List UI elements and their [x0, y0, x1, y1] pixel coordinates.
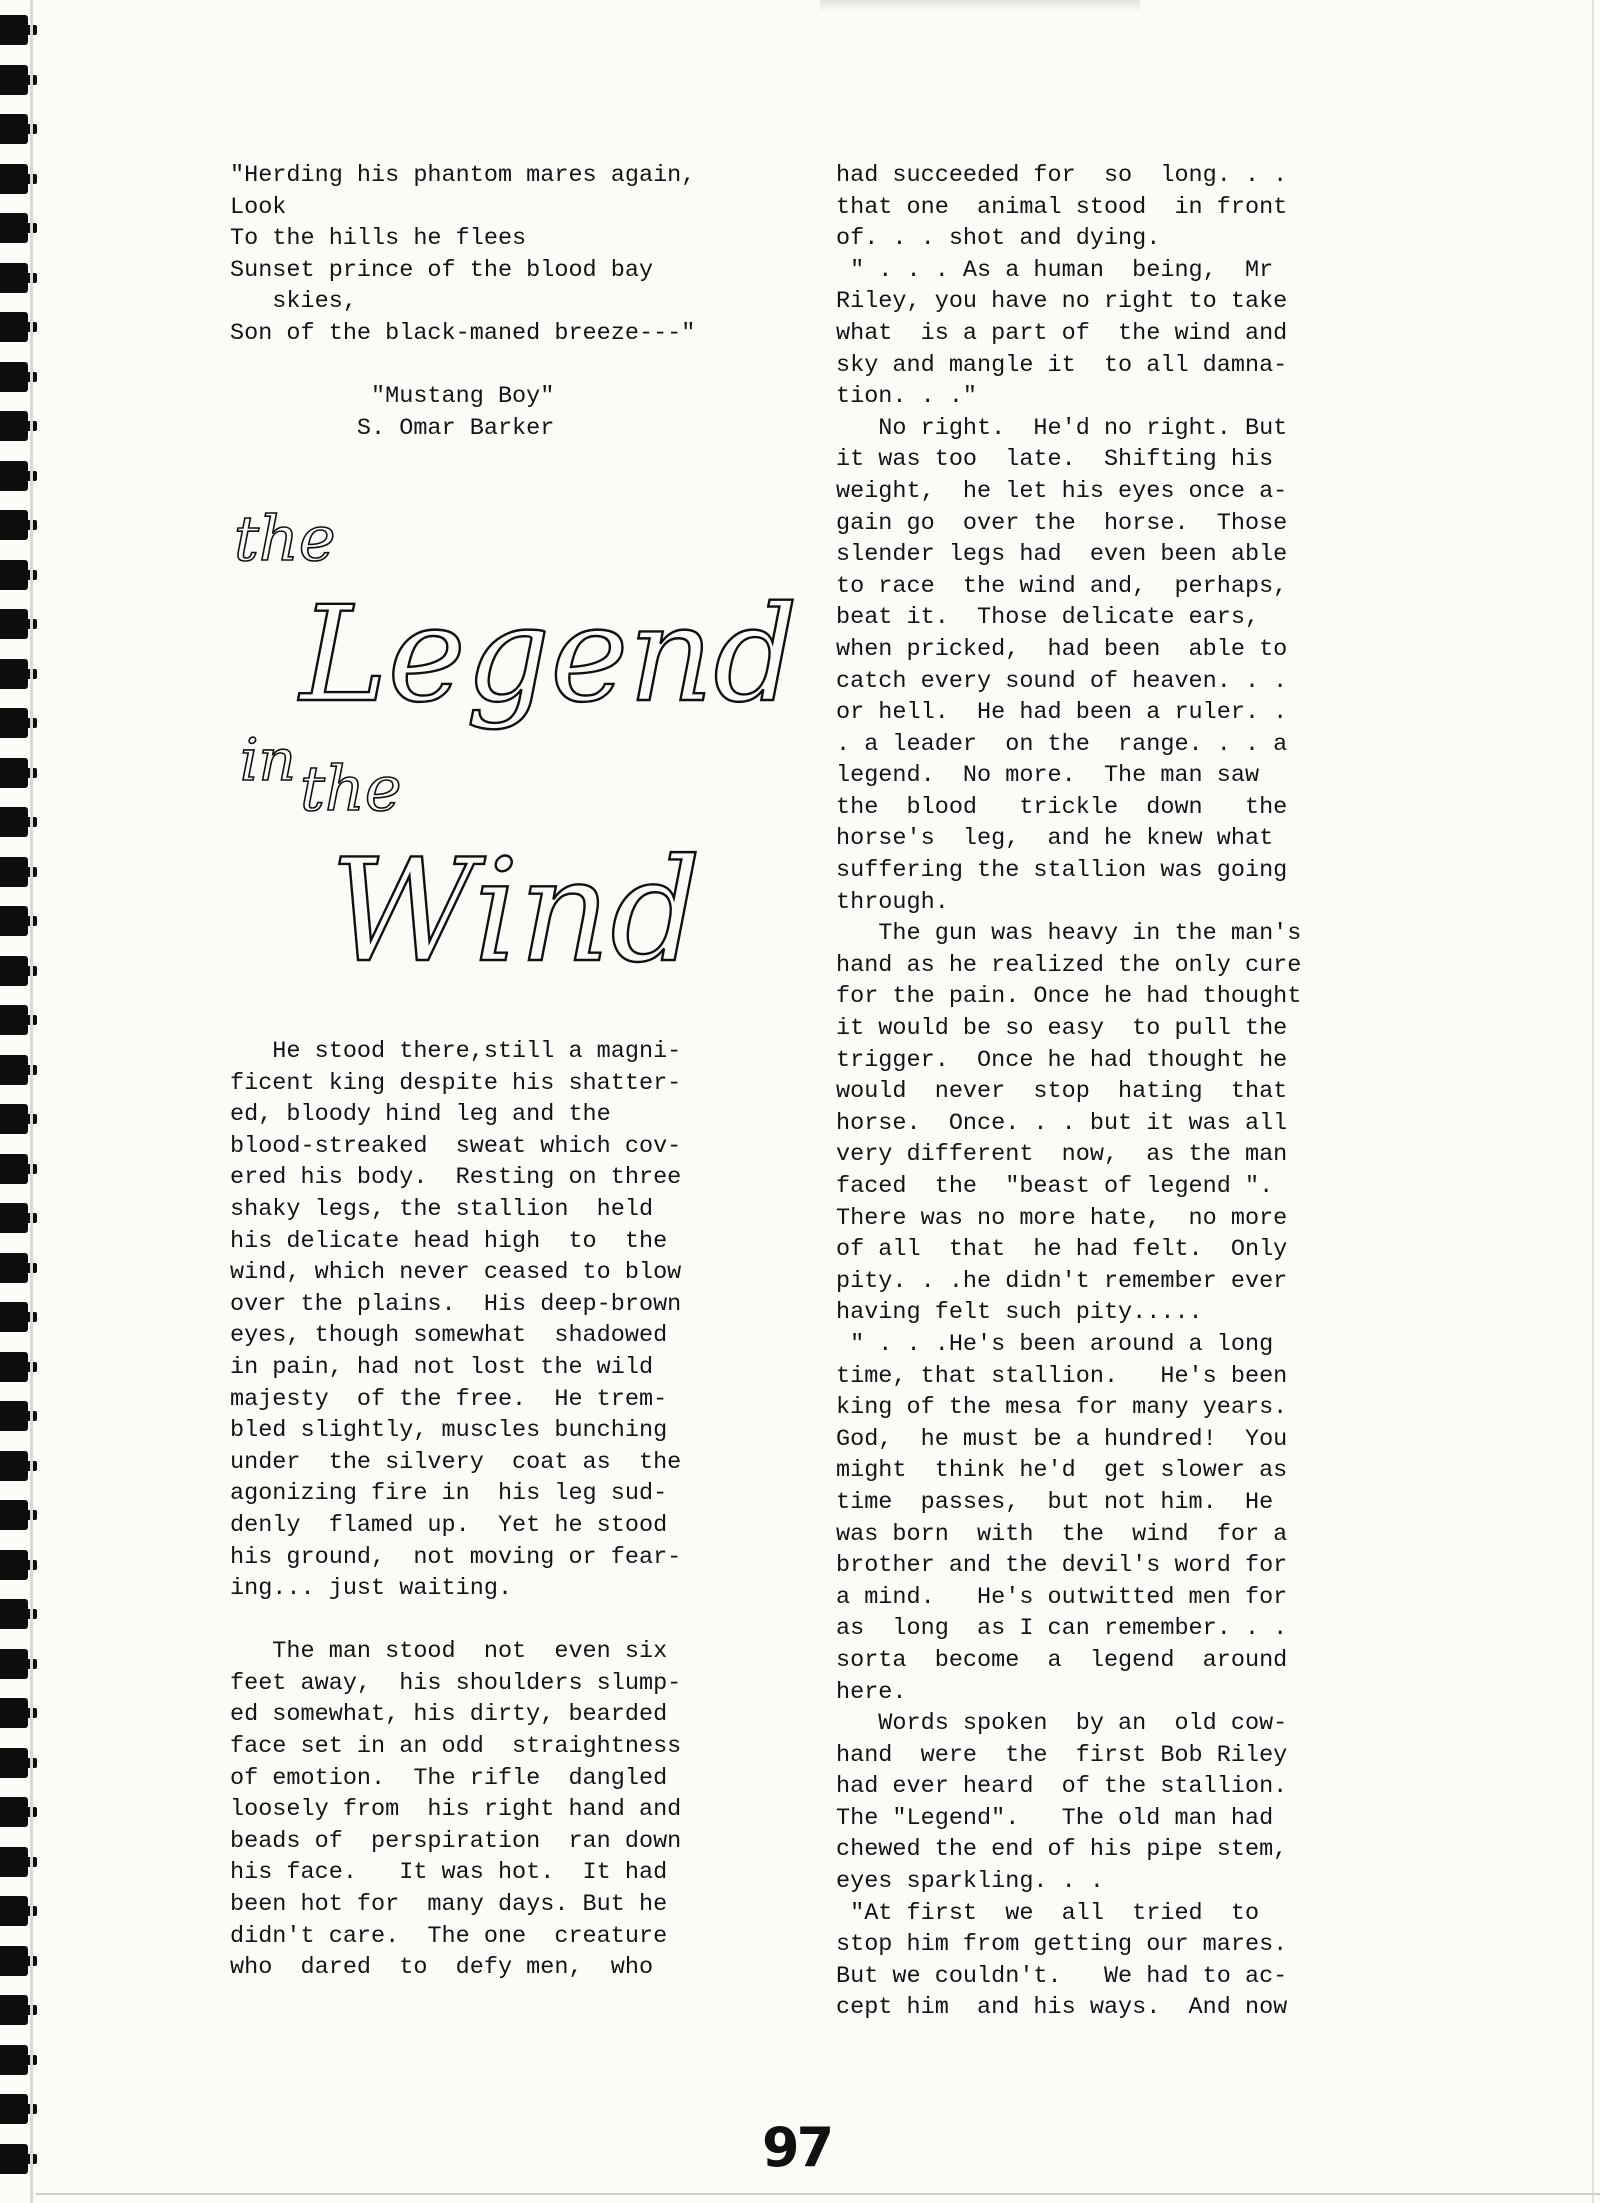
poem-line: "Herding his phantom mares again,: [230, 162, 696, 189]
text-line: time, that stallion. He's been: [836, 1362, 1288, 1390]
text-line: sorta become a legend around: [836, 1646, 1288, 1674]
page-bottom-edge: [36, 2193, 1600, 2195]
spiral-binding: [0, 0, 40, 2203]
text-line: God, he must be a hundred! You: [836, 1425, 1288, 1453]
text-line: cept him and his ways. And now: [836, 1994, 1288, 2022]
text-line: here.: [836, 1678, 907, 1706]
text-line: ered his body. Resting on three: [230, 1164, 682, 1192]
poem-line: [230, 350, 695, 382]
text-line: Riley, you have no right to take: [836, 288, 1288, 316]
page-right-edge: [1592, 0, 1594, 2203]
binding-ring: [0, 1401, 28, 1431]
text-line: [230, 1605, 681, 1637]
text-line: a mind. He's outwitted men for: [836, 1583, 1288, 1611]
text-line: the blood trickle down the: [836, 793, 1288, 821]
text-line: ed, bloody hind leg and the: [230, 1101, 611, 1129]
binding-ring: [0, 263, 28, 293]
binding-ring: [0, 708, 28, 738]
binding-ring: [0, 461, 28, 491]
page-left-edge: [30, 0, 33, 2203]
text-line: ed somewhat, his dirty, bearded: [230, 1701, 668, 1729]
text-line: time passes, but not him. He: [836, 1488, 1274, 1516]
binding-ring: [0, 1946, 28, 1976]
binding-ring: [0, 1698, 28, 1728]
binding-ring: [0, 213, 28, 243]
binding-ring: [0, 1599, 28, 1629]
text-line: beads of perspiration ran down: [230, 1827, 682, 1855]
binding-ring: [0, 1253, 28, 1283]
page-number: 97: [762, 2116, 832, 2179]
binding-ring: [0, 560, 28, 590]
binding-ring: [0, 857, 28, 887]
binding-ring: [0, 1550, 28, 1580]
binding-ring: [0, 1104, 28, 1134]
title-lettering: [220, 490, 798, 1010]
top-smudge: [820, 0, 1140, 12]
text-line: horse. Once. . . but it was all: [836, 1109, 1288, 1137]
text-line: his face. It was hot. It had: [230, 1859, 668, 1887]
text-line: " . . . As a human being, Mr: [836, 256, 1274, 284]
text-line: pity. . .he didn't remember ever: [836, 1267, 1288, 1295]
binding-ring: [0, 807, 28, 837]
text-line: eyes, though somewhat shadowed: [230, 1322, 668, 1350]
text-line: stop him from getting our mares.: [836, 1931, 1288, 1959]
binding-ring: [0, 1995, 28, 2025]
text-line: his delicate head high to the: [230, 1227, 668, 1255]
binding-ring: [0, 1055, 28, 1085]
right-column-body: [836, 160, 1301, 2024]
title-word-legend: Legend: [300, 578, 798, 732]
text-line: or hell. He had been a ruler. .: [836, 699, 1288, 727]
text-line: of emotion. The rifle dangled: [230, 1764, 668, 1792]
text-line: weight, he let his eyes once a-: [836, 477, 1288, 505]
binding-ring: [0, 114, 28, 144]
text-line: that one animal stood in front: [836, 193, 1288, 221]
text-line: might think he'd get slower as: [836, 1457, 1288, 1485]
text-line: would never stop hating that: [836, 1078, 1288, 1106]
text-line: horse's leg, and he knew what: [836, 825, 1274, 853]
poem-line: "Mustang Boy": [230, 383, 555, 411]
text-line: his ground, not moving or fear-: [230, 1543, 682, 1571]
text-line: The "Legend". The old man had: [836, 1804, 1274, 1832]
text-line: in pain, had not lost the wild: [230, 1353, 654, 1381]
text-line: loosely from his right hand and: [230, 1796, 682, 1824]
text-line: face set in an odd straightness: [230, 1733, 682, 1761]
poem-line: S. Omar Barker: [230, 414, 555, 442]
text-line: been hot for many days. But he: [230, 1891, 668, 1919]
binding-ring: [0, 956, 28, 986]
text-line: had ever heard of the stallion.: [836, 1773, 1288, 1801]
text-line: king of the mesa for many years.: [836, 1394, 1288, 1422]
text-line: He stood there,still a magni-: [230, 1038, 682, 1065]
text-line: it would be so easy to pull the: [836, 1015, 1288, 1043]
text-line: over the plains. His deep-brown: [230, 1290, 682, 1318]
text-line: it was too late. Shifting his: [836, 446, 1274, 474]
text-line: as long as I can remember. . .: [836, 1615, 1288, 1643]
binding-ring: [0, 1847, 28, 1877]
binding-ring: [0, 1352, 28, 1382]
poem-line: Sunset prince of the blood bay: [230, 256, 654, 284]
text-line: feet away, his shoulders slump-: [230, 1669, 682, 1697]
text-line: gain go over the horse. Those: [836, 509, 1288, 537]
binding-ring: [0, 1797, 28, 1827]
text-line: catch every sound of heaven. . .: [836, 667, 1288, 695]
binding-ring: [0, 1302, 28, 1332]
text-line: " . . .He's been around a long: [836, 1330, 1274, 1358]
text-line: slender legs had even been able: [836, 541, 1288, 569]
text-line: beat it. Those delicate ears,: [836, 604, 1260, 632]
text-line: agonizing fire in his leg sud-: [230, 1480, 668, 1508]
text-line: through.: [836, 888, 949, 916]
title-word-wind: Wind: [330, 829, 702, 994]
text-line: eyes sparkling. . .: [836, 1868, 1104, 1896]
left-column-body: [230, 1036, 681, 1984]
binding-ring: [0, 1649, 28, 1679]
text-line: tion. . .": [836, 383, 978, 411]
text-line: ficent king despite his shatter-: [230, 1069, 682, 1097]
binding-ring: [0, 659, 28, 689]
text-line: bled slightly, muscles bunching: [230, 1417, 668, 1445]
text-line: ing... just waiting.: [230, 1575, 513, 1603]
title-word-in: in: [240, 726, 296, 794]
text-line: wind, which never ceased to blow: [230, 1259, 682, 1287]
text-line: who dared to defy men, who: [230, 1954, 654, 1982]
text-line: brother and the devil's word for: [836, 1552, 1288, 1580]
text-line: denly flamed up. Yet he stood: [230, 1511, 668, 1539]
title-word-the-2: the: [300, 752, 402, 825]
binding-ring: [0, 362, 28, 392]
binding-ring: [0, 1896, 28, 1926]
text-line: having felt such pity.....: [836, 1299, 1203, 1327]
text-line: for the pain. Once he had thought: [836, 983, 1302, 1011]
text-line: There was no more hate, no more: [836, 1204, 1288, 1232]
binding-ring: [0, 2045, 28, 2075]
text-line: what is a part of the wind and: [836, 319, 1288, 347]
binding-ring: [0, 758, 28, 788]
binding-ring: [0, 1748, 28, 1778]
binding-ring: [0, 510, 28, 540]
binding-ring: [0, 1451, 28, 1481]
binding-ring: [0, 1500, 28, 1530]
text-line: trigger. Once he had thought he: [836, 1046, 1288, 1074]
poem-line: skies,: [230, 288, 357, 316]
poem-line: Son of the black-maned breeze---": [230, 319, 696, 347]
text-line: The gun was heavy in the man's: [836, 920, 1302, 948]
text-line: was born with the wind for a: [836, 1520, 1288, 1548]
text-line: legend. No more. The man saw: [836, 762, 1260, 790]
text-line: of all that he had felt. Only: [836, 1236, 1288, 1264]
text-line: under the silvery coat as the: [230, 1448, 682, 1476]
binding-ring: [0, 2094, 28, 2124]
text-line: chewed the end of his pipe stem,: [836, 1836, 1288, 1864]
epigraph-poem: [230, 160, 695, 444]
text-line: hand were the first Bob Riley: [836, 1741, 1288, 1769]
binding-ring: [0, 1154, 28, 1184]
binding-ring: [0, 2144, 28, 2174]
text-line: But we couldn't. We had to ac-: [836, 1962, 1288, 1990]
binding-ring: [0, 1005, 28, 1035]
text-line: very different now, as the man: [836, 1141, 1288, 1169]
title-word-the: the: [234, 502, 336, 575]
binding-ring: [0, 15, 28, 45]
text-line: sky and mangle it to all damna-: [836, 351, 1288, 379]
text-line: Words spoken by an old cow-: [836, 1710, 1288, 1738]
binding-ring: [0, 312, 28, 342]
text-line: blood-streaked sweat which cov-: [230, 1132, 682, 1160]
binding-ring: [0, 906, 28, 936]
text-line: to race the wind and, perhaps,: [836, 572, 1288, 600]
text-line: faced the "beast of legend ".: [836, 1173, 1274, 1200]
poem-line: To the hills he flees: [230, 225, 527, 253]
poem-line: Look: [230, 193, 287, 221]
binding-ring: [0, 65, 28, 95]
text-line: "At first we all tried to: [836, 1899, 1260, 1927]
text-line: No right. He'd no right. But: [836, 414, 1288, 442]
text-line: majesty of the free. He trem-: [230, 1385, 668, 1413]
text-line: didn't care. The one creature: [230, 1922, 668, 1950]
binding-ring: [0, 164, 28, 194]
text-line: The man stood not even six: [230, 1638, 668, 1666]
binding-ring: [0, 1203, 28, 1233]
text-line: shaky legs, the stallion held: [230, 1195, 654, 1223]
text-line: of. . . shot and dying.: [836, 225, 1161, 253]
text-line: hand as he realized the only cure: [836, 951, 1302, 979]
binding-ring: [0, 411, 28, 441]
text-line: suffering the stallion was going: [836, 857, 1288, 885]
text-line: . a leader on the range. . . a: [836, 730, 1288, 758]
text-line: when pricked, had been able to: [836, 635, 1288, 663]
text-line: had succeeded for so long. . .: [836, 162, 1288, 189]
binding-ring: [0, 609, 28, 639]
